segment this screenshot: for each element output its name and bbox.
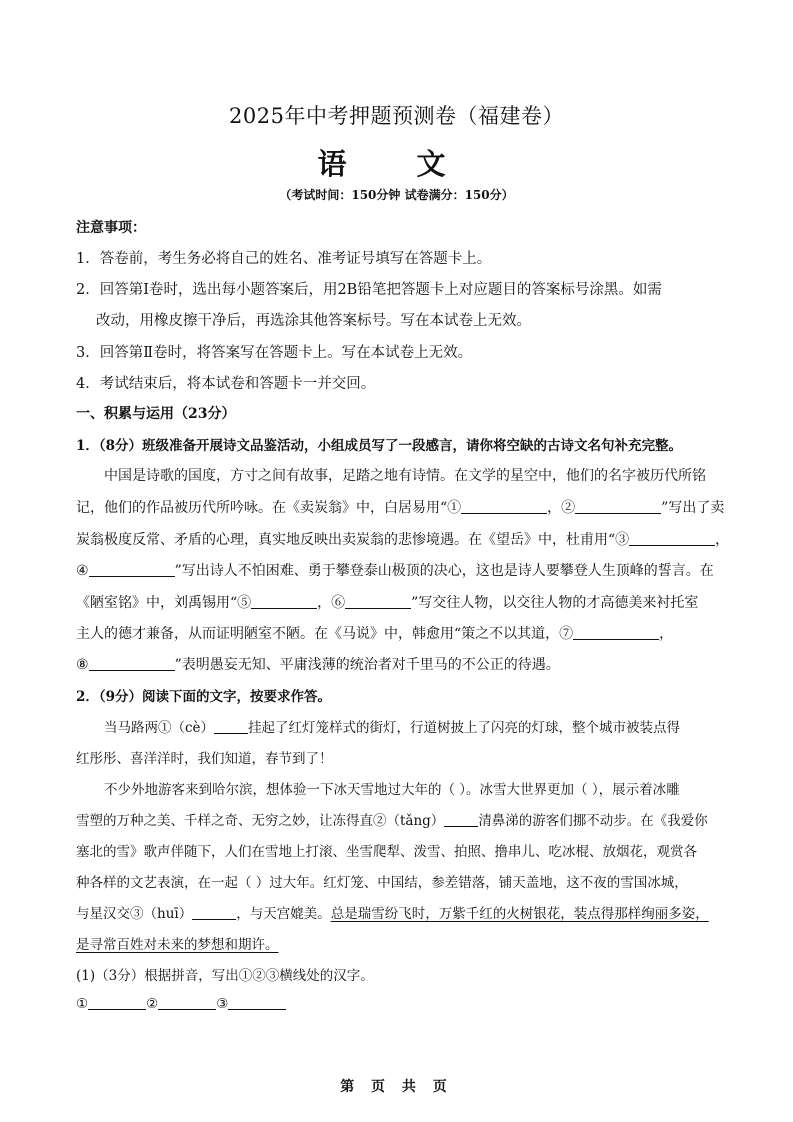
q1-text: ，: [659, 626, 674, 642]
q2-answer-line: [76, 995, 286, 1012]
q2-passage-line-5: 塞北的雪》歌声伴随下，人们在雪地上打滚、坐雪爬犁、泼雪、拍照、撸串儿、吃冰棍、放烟花，观赏各: [76, 844, 697, 860]
q1-text: 《陋室铭》中，刘禹锡用“⑤: [76, 595, 252, 611]
q1-text: ”写交往人物，以交往人物的才高德美来衬托室: [411, 595, 699, 611]
q1-passage-line-4: [76, 560, 714, 580]
blank-3[interactable]: [629, 531, 715, 546]
page-footer: 第 页 共 页: [340, 1079, 453, 1095]
q1-passage-line-6: [76, 623, 673, 643]
q1-text: ”写出诗人不怕困难、勇于攀登泰山极顶的决心，这也是诗人要攀登人生顶峰的誓言。在: [174, 563, 714, 579]
q1-passage-line-7: [76, 654, 560, 674]
question-1-prompt: 1．（8分）班级准备开展诗文品鉴活动，小组成员写了一段感言，请你将空缺的古诗文名句补充完整。: [76, 438, 683, 454]
answer-label-2: ②: [146, 996, 159, 1012]
q1-text: ”写出了卖: [661, 500, 725, 516]
blank-2[interactable]: [575, 499, 661, 514]
blank-7[interactable]: [573, 625, 659, 640]
pinyin-blank-2[interactable]: [444, 812, 478, 827]
q2-passage-line-6: 种各样的文艺表演，在一起（ ）过大年。红灯笼、中国结，参差错落，铺天盖地，这不夜的雪国冰城，: [76, 875, 688, 891]
answer-label-3: ③: [216, 996, 229, 1012]
notice-item-2-cont: 改动，用橡皮擦干净后，再选涂其他答案标号。写在本试卷上无效。: [96, 313, 531, 329]
section-1-heading: 一、积累与运用（23分）: [76, 406, 236, 422]
q1-text: ⑧: [76, 657, 89, 673]
q1-passage-line-5: [76, 592, 698, 612]
subject-title: 语 文: [317, 147, 476, 181]
blank-8[interactable]: [89, 656, 175, 671]
q2-passage-line-3: 不少外地游客来到哈尔滨，想体验一下冰天雪地过大年的（ ）。冰雪大世界更加（ ），展示着冰雕: [104, 782, 680, 798]
underlined-sentence-cont: 是寻常百姓对未来的梦想和期许。: [76, 937, 279, 953]
notice-item-3: 3．回答第Ⅱ卷时，将答案写在答题卡上。写在本试卷上无效。: [76, 345, 473, 361]
q2-text: 与星汉交③（huī）: [76, 906, 193, 922]
q1-text: 主人的德才兼备，从而证明陋室不陋。在《马说》中，韩愈用“策之不以其道，⑦: [76, 626, 574, 642]
q1-text: ，②: [547, 500, 576, 516]
pinyin-blank-3[interactable]: [192, 905, 236, 920]
answer-label-1: ①: [76, 996, 89, 1012]
q2-text: 雪塑的万种之美、千样之奇、无穷之妙，让冻得直②（tǎng）: [76, 813, 445, 829]
q1-text: ”表明愚妄无知、平庸浅薄的统治者对千里马的不公正的待遇。: [174, 657, 560, 673]
q2-text: ，与天宫媲美。: [236, 906, 331, 922]
blank-4[interactable]: [89, 562, 175, 577]
q1-text: 炭翁极度反常、矛盾的心理，真实地反映出卖炭翁的悲惨境遇。在《望岳》中，杜甫用“③: [76, 532, 630, 548]
notice-item-1: 1．答卷前，考生务必将自己的姓名、准考证号填写在答题卡上。: [76, 251, 492, 267]
q1-passage-line-2: [76, 497, 724, 517]
q2-text: 当马路两①（cè）: [104, 720, 215, 736]
q2-passage-line-2: 红彤彤、喜洋洋时，我们知道，春节到了！: [76, 751, 333, 767]
q1-text: 记，他们的作品被历代所吟咏。在《卖炭翁》中，白居易用“①: [76, 500, 462, 516]
q2-passage-line-7: [76, 902, 709, 922]
blank-6[interactable]: [345, 594, 411, 609]
q2-passage-line-4: [76, 809, 708, 829]
notice-item-4: 4．考试结束后，将本试卷和答题卡一并交回。: [76, 376, 376, 392]
exam-title: 2025年中考押题预测卷（福建卷）: [229, 104, 564, 128]
pinyin-blank-1[interactable]: [214, 719, 248, 734]
answer-blank-3[interactable]: [228, 995, 286, 1010]
answer-blank-2[interactable]: [158, 995, 216, 1010]
q1-text: ，⑥: [317, 595, 346, 611]
q1-passage-line-1: 中国是诗歌的国度，方寸之间有故事，足踏之地有诗情。在文学的星空中，他们的名字被历代所铭: [104, 468, 706, 484]
exam-time-score-info: （考试时间：150分钟 试卷满分：150分）: [279, 188, 514, 202]
underlined-sentence: 总是瑞雪纷飞时，万紫千红的火树银花，装点得那样绚丽多姿，: [330, 906, 709, 922]
q2-passage-line-1: [104, 716, 680, 736]
q1-text: ，: [715, 532, 730, 548]
notice-heading: 注意事项：: [76, 220, 146, 236]
q2-subquestion-1: (1)（3分）根据拼音，写出①②③横线处的汉字。: [76, 968, 374, 984]
blank-5[interactable]: [251, 594, 317, 609]
question-2-prompt: 2．（9分）阅读下面的文字，按要求作答。: [76, 689, 332, 705]
q1-passage-line-3: [76, 529, 729, 549]
blank-1[interactable]: [461, 499, 547, 514]
notice-item-2: 2．回答第Ⅰ卷时，选出每小题答案后，用2B铅笔把答题卡上对应题目的答案标号涂黑。如需: [76, 282, 662, 298]
q2-text: 清鼻涕的游客们挪不动步。在《我爱你: [478, 813, 708, 829]
q2-text: 挂起了红灯笼样式的街灯，行道树披上了闪亮的灯球，整个城市被装点得: [248, 720, 681, 736]
answer-blank-1[interactable]: [88, 995, 146, 1010]
q1-text: ④: [76, 563, 89, 579]
